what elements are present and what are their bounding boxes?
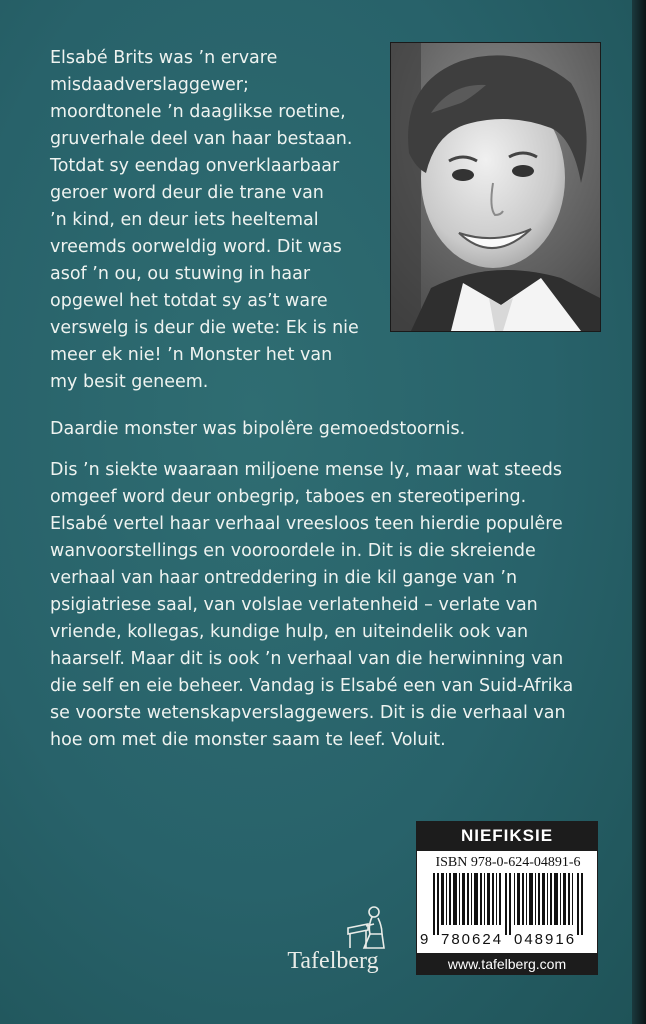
author-photo — [390, 42, 601, 332]
isbn-text: ISBN 978-0-624-04891-6 — [435, 855, 581, 870]
barcode-left-digits: 780624 — [441, 931, 504, 948]
publisher-name: Tafelberg — [287, 948, 379, 974]
genre-label: NIEFIKSIE — [416, 821, 598, 851]
publisher-website: www.tafelberg.com — [416, 953, 598, 975]
blurb-paragraph-2: Daardie monster was bipolêre gemoedstoornis. — [50, 419, 466, 439]
barcode-lead-digit: 9 — [420, 931, 429, 948]
publisher-logo-icon — [338, 904, 396, 952]
barcode — [431, 873, 585, 935]
barcode-panel — [416, 851, 598, 953]
blurb-paragraph-1: Elsabé Brits was ’n ervare misdaadverslaggewer; moordtonele ’n daaglikse roetine, gruverhale deel van haar bestaan. Totdat sy eendag onverklaarbaar geroer word deur die trane van ’n kind, en deur iets heeltemal vreemds oorweldig word. Dit was asof ’n ou, ou stuwing in haar opgewel het totdat sy as’t ware verswelg is deur die wete: Ek is nie meer ek nie! ’n Monster het van my besit geneem. — [50, 48, 359, 392]
barcode-right-digits: 048916 — [514, 931, 577, 948]
blurb-paragraph-3: Dis ’n siekte waaraan miljoene mense ly, maar wat steeds omgeef word deur onbegrip, taboes en stereotipering. Elsabé vertel haar verhaal vreesloos teen hierdie populêre wanvoorstellings en vooroordele in. Dit is die skreiende verhaal van haar ontreddering in die kil gange van ’n psigiatriese saal, van volslae verlatenheid – verlate van vriende, kollegas, kundige hulp, en uiteindelik ook van haarself. Maar dit is ook ’n verhaal van die herwinning van die self en eie beheer. Vandag is Elsabé een van Suid-Afrika se voorste wetenskapverslaggewers. Dit is die verhaal van hoe om met die monster saam te leef. Voluit. — [50, 460, 574, 750]
page-edge — [632, 0, 646, 1024]
